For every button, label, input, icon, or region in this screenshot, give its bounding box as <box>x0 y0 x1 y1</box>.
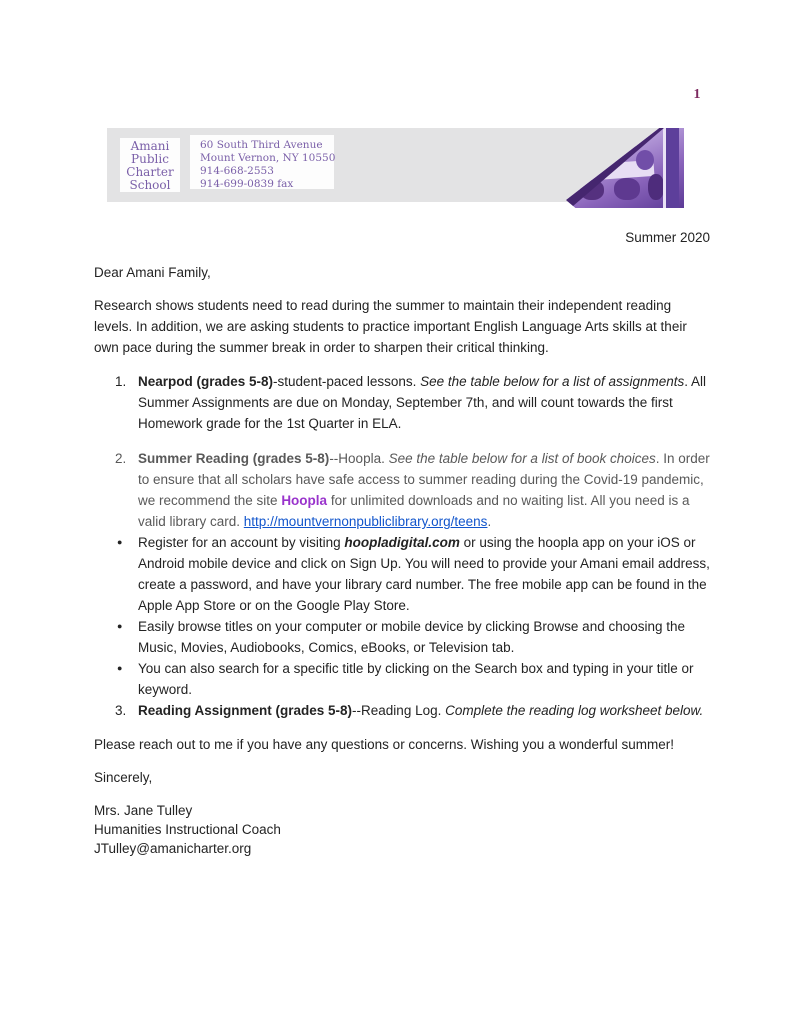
text-line: 60 South Third Avenue <box>200 139 323 151</box>
photo-figure <box>614 178 640 200</box>
list-marker: ● <box>117 621 123 631</box>
closing-paragraph: Please reach out to me if you have any questions or concerns. Wishing you a wonderful summer! <box>94 737 675 752</box>
list-item-text <box>138 616 710 658</box>
text-line: 914-668-2553 <box>200 165 274 177</box>
list-item-text <box>138 532 710 616</box>
photo-figure <box>648 174 664 200</box>
list-item-text <box>138 700 710 721</box>
text-line: Humanities Instructional Coach <box>94 822 281 837</box>
numbered-list-item <box>94 700 710 721</box>
text-line: 914-699-0839 fax <box>200 178 294 190</box>
text-line: Mrs. Jane Tulley <box>94 803 193 818</box>
school-logo <box>120 138 180 192</box>
text-segment: Register for an account by visiting <box>138 535 345 550</box>
text-line: Charter <box>126 165 174 179</box>
text-line: School <box>129 178 171 192</box>
text-segment: --Reading Log. <box>352 703 446 718</box>
hoopladigital-domain: hoopladigital.com <box>344 535 460 550</box>
numbered-list-item <box>94 448 710 532</box>
text-segment: You can also search for a specific title by clicking on the Search box and typing in your title or keyword. <box>138 661 694 697</box>
bullet-list-item <box>94 658 710 700</box>
text-segment: Summer Reading (grades 5-8) <box>138 451 330 466</box>
salutation: Dear Amani Family, <box>94 265 211 280</box>
text-segment: --Hoopla. <box>329 451 389 466</box>
assignment-list <box>94 371 710 721</box>
photo-figure <box>596 146 618 162</box>
letter-body <box>94 227 710 858</box>
signature-block <box>94 801 710 858</box>
text-segment: Reading Assignment (grades 5-8) <box>138 703 353 718</box>
text-segment: . <box>487 514 492 529</box>
text-segment: . In order to ensure that all scholars have safe access to summer reading during the Covid-19 pandemic, we recommend the site <box>138 451 710 508</box>
photo-figure <box>636 150 654 170</box>
text-segment: Nearpod (grades 5-8) <box>138 374 274 389</box>
numbered-list-item <box>94 371 710 434</box>
list-marker: 3. <box>115 703 127 718</box>
library-teens-link[interactable]: http://mountvernonpubliclibrary.org/teens <box>243 514 488 529</box>
text-segment: Easily browse titles on your computer or mobile device by clicking Browse and choosing the Music, Movies, Audiobooks, Comics, eBooks, or Television tab. <box>138 619 686 655</box>
text-line: Amani <box>130 139 170 153</box>
list-marker: ● <box>117 663 123 673</box>
signoff: Sincerely, <box>94 770 153 785</box>
text-line: Public <box>131 152 169 166</box>
list-marker: ● <box>117 537 123 547</box>
intro-paragraph: Research shows students need to read during the summer to maintain their independent reading levels. In addition, we are asking students to practice important English Language Arts skills at their own pace during the summer break in order to sharpen their critical thinking. <box>94 298 687 355</box>
hoopla-site-name: Hoopla <box>281 493 328 508</box>
list-item-text <box>138 658 710 700</box>
bullet-list-item <box>94 532 710 616</box>
text-segment: or using the hoopla app on your iOS or Android mobile device and click on Sign Up. You will need to provide your Amani email address, create a password, and have your library card number. The free mobile app can be found in the Apple App Store or on the Google Play Store. <box>138 535 710 613</box>
list-marker: 1. <box>115 374 127 389</box>
bullet-list-item <box>94 616 710 658</box>
photo-frame-bar <box>666 128 679 208</box>
page-number: 1 <box>693 87 701 102</box>
text-segment: Complete the reading log worksheet below. <box>445 703 704 718</box>
list-item-text <box>138 371 710 434</box>
text-segment: for unlimited downloads and no waiting list. All you need is a valid library card. <box>138 493 690 529</box>
text-line: JTulley@amanicharter.org <box>94 841 252 856</box>
text-segment: . All Summer Assignments are due on Monday, September 7th, and will count towards the first Homework grade for the 1st Quarter in ELA. <box>138 374 707 431</box>
school-letterhead <box>107 128 684 202</box>
letter-date: Summer 2020 <box>625 230 710 245</box>
students-classroom-photo <box>566 128 684 208</box>
text-segment: See the table below for a list of book choices <box>388 451 656 466</box>
list-item-text <box>138 448 710 532</box>
text-segment: See the table below for a list of assignments <box>420 374 685 389</box>
text-segment: -student-paced lessons. <box>273 374 421 389</box>
school-address <box>190 135 334 189</box>
text-line: Mount Vernon, NY 10550 <box>200 152 336 164</box>
list-marker: 2. <box>115 451 127 466</box>
